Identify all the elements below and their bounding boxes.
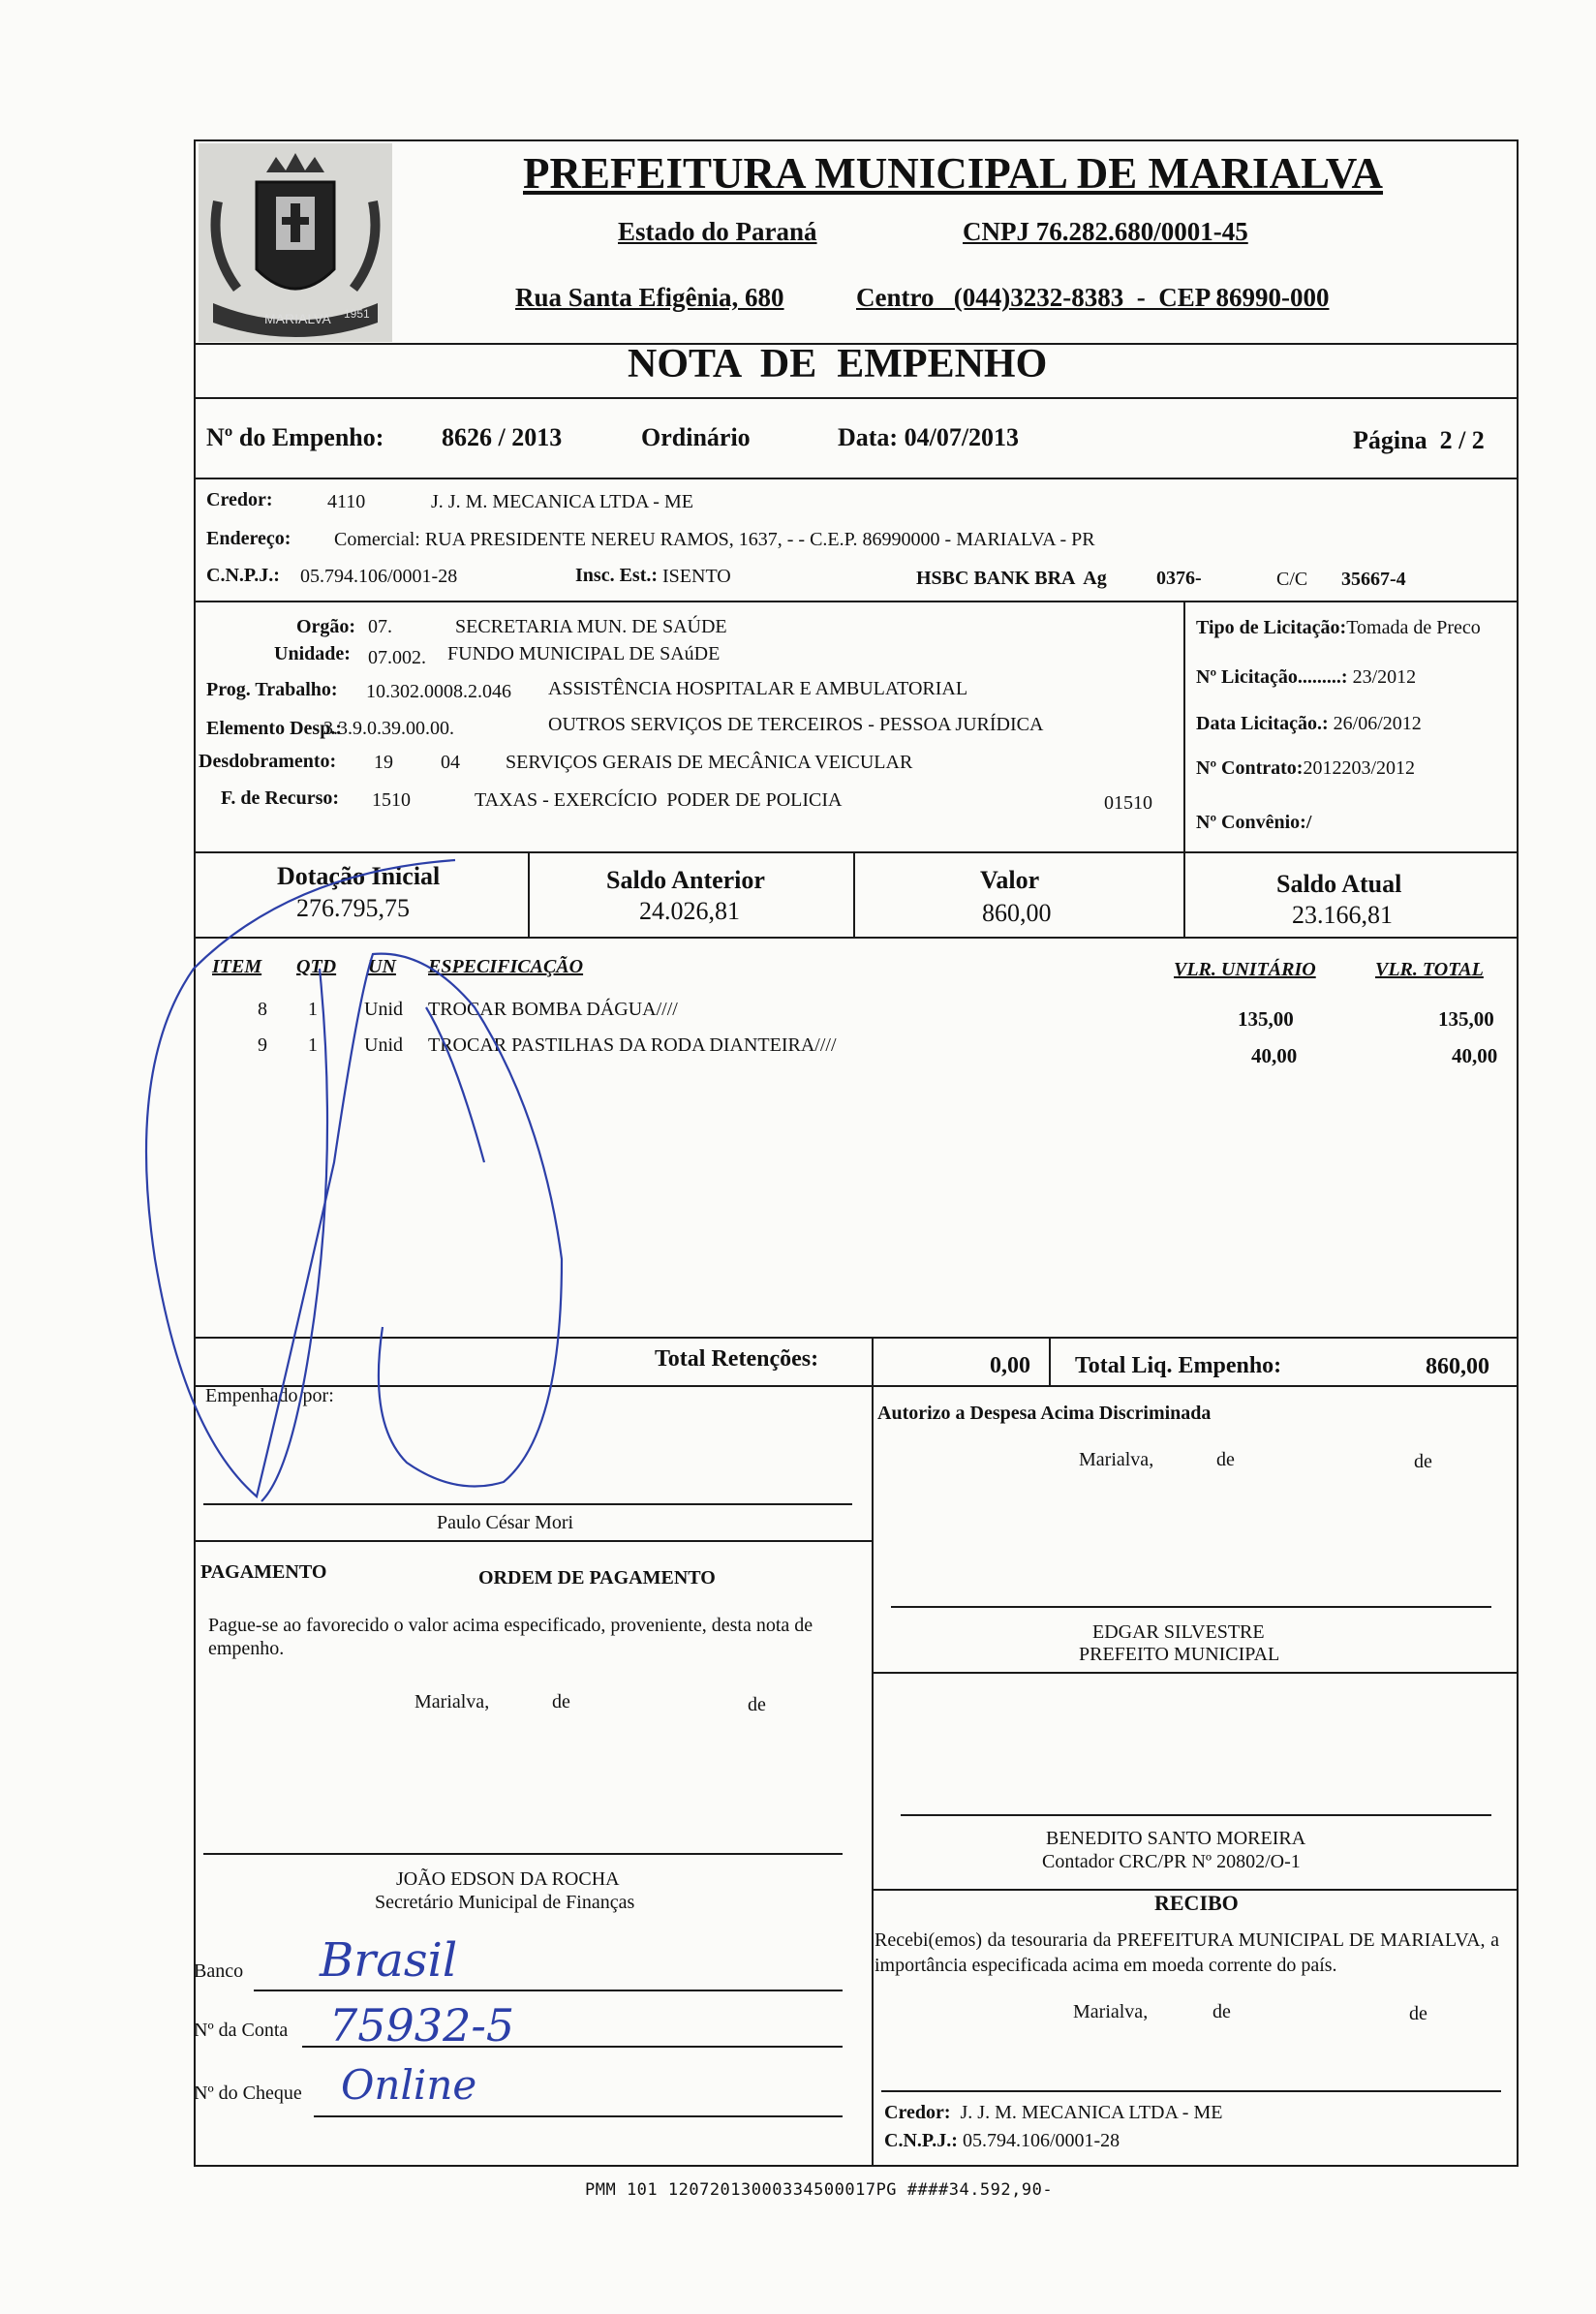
contrato-label: Nº Contrato: bbox=[1196, 757, 1304, 779]
table-row-1-un: Unid bbox=[364, 999, 403, 1020]
contador-role: Contador CRC/PR Nº 20802/O-1 bbox=[1042, 1851, 1301, 1872]
saldo-anterior-label: Saldo Anterior bbox=[606, 866, 765, 894]
table-row-2-item: 9 bbox=[258, 1034, 267, 1056]
cnpj-label: C.N.P.J.: bbox=[206, 565, 280, 586]
col-qtd: QTD bbox=[296, 956, 337, 977]
table-row-2-un: Unid bbox=[364, 1034, 403, 1056]
elem-code: 3.3.9.0.39.00.00. bbox=[323, 718, 454, 739]
conta-label: Nº da Conta bbox=[194, 2020, 289, 2041]
orgao-code: 07. bbox=[368, 616, 392, 637]
table-row-2-desc: TROCAR PASTILHAS DA RODA DIANTEIRA//// bbox=[428, 1034, 837, 1056]
empenho-number: 8626 / 2013 bbox=[442, 423, 563, 451]
saldo-atual-value: 23.166,81 bbox=[1292, 901, 1393, 929]
secretario-name: JOÃO EDSON DA ROCHA bbox=[396, 1868, 620, 1890]
table-row-1-unit: 135,00 bbox=[1238, 1007, 1294, 1031]
autorizo-city: Marialva, bbox=[1079, 1449, 1154, 1470]
credor-insc: ISENTO bbox=[662, 566, 731, 587]
header-street: Rua Santa Efigênia, 680 bbox=[515, 283, 784, 312]
recibo-de-1: de bbox=[1212, 2001, 1231, 2022]
crest-year: 1951 bbox=[344, 307, 370, 321]
tipo-licitacao-value: Tomada de Preco bbox=[1346, 617, 1481, 638]
prefeito-role: PREFEITO MUNICIPAL bbox=[1079, 1644, 1280, 1665]
autorizo-de-2: de bbox=[1414, 1451, 1432, 1472]
table-row-1-item: 8 bbox=[258, 999, 267, 1020]
table-row-1-desc: TROCAR BOMBA DÁGUA//// bbox=[428, 999, 678, 1020]
ordem-pagamento-label: ORDEM DE PAGAMENTO bbox=[478, 1567, 716, 1589]
conta-value: 75932-5 bbox=[329, 1999, 515, 2052]
saldo-atual-label: Saldo Atual bbox=[1276, 870, 1402, 898]
credor-address: Comercial: RUA PRESIDENTE NEREU RAMOS, 1637, - - C.E.P. 86990000 - MARIALVA - PR bbox=[334, 529, 1095, 550]
header-state: Estado do Paraná bbox=[618, 217, 817, 246]
rec-name: TAXAS - EXERCÍCIO PODER DE POLICIA bbox=[475, 789, 843, 811]
empenhado-label: Empenhado por: bbox=[205, 1385, 334, 1406]
col-un: UN bbox=[368, 956, 396, 977]
table-row-2-unit: 40,00 bbox=[1251, 1044, 1298, 1067]
empenhado-name: Paulo César Mori bbox=[437, 1512, 574, 1533]
recibo-de-2: de bbox=[1409, 2003, 1427, 2024]
empenho-label: Nº do Empenho: bbox=[206, 423, 384, 451]
contrato-value: 2012203/2012 bbox=[1303, 757, 1416, 779]
cc-label: C/C bbox=[1276, 569, 1308, 590]
pagamento-de-1: de bbox=[552, 1691, 570, 1712]
rec-label: F. de Recurso: bbox=[221, 787, 340, 809]
contador-name: BENEDITO SANTO MOREIRA bbox=[1046, 1828, 1306, 1849]
insc-label: Insc. Est.: bbox=[575, 565, 659, 586]
prog-name: ASSISTÊNCIA HOSPITALAR E AMBULATORIAL bbox=[548, 678, 968, 699]
col-item: ITEM bbox=[212, 956, 262, 977]
recibo-text: Recebi(emos) da tesouraria da PREFEITURA MUNICIPAL DE MARIALVA, a importância especificada acima em moeda corrente do país. bbox=[875, 1929, 1499, 1976]
data-licitacao-value: 26/06/2012 bbox=[1333, 713, 1422, 734]
elem-label: Elemento Desp.: bbox=[206, 718, 342, 739]
prefeito-name: EDGAR SILVESTRE bbox=[1092, 1621, 1265, 1643]
recibo-title: RECIBO bbox=[1154, 1891, 1239, 1915]
data-licitacao-label: Data Licitação.: bbox=[1196, 713, 1329, 734]
desd-name: SERVIÇOS GERAIS DE MECÂNICA VEICULAR bbox=[506, 752, 913, 773]
recibo-cnpj-label: C.N.P.J.: bbox=[884, 2130, 958, 2151]
valor-label: Valor bbox=[980, 866, 1040, 894]
valor-value: 860,00 bbox=[982, 899, 1052, 927]
header-address: Centro (044)3232-8383 - CEP 86990-000 bbox=[856, 283, 1330, 312]
retencoes-value: 0,00 bbox=[990, 1353, 1030, 1378]
table-row-1-qtd: 1 bbox=[308, 999, 318, 1020]
document-title: NOTA DE EMPENHO bbox=[628, 342, 1048, 386]
header-cnpj: CNPJ 76.282.680/0001-45 bbox=[963, 217, 1248, 246]
secretario-role: Secretário Municipal de Finanças bbox=[375, 1892, 635, 1913]
num-licitacao-label: Nº Licitação.........: bbox=[1196, 666, 1348, 688]
address-label: Endereço: bbox=[206, 528, 292, 549]
saldo-anterior-value: 24.026,81 bbox=[639, 897, 740, 925]
table-row-1-total: 135,00 bbox=[1438, 1007, 1494, 1031]
credor-cnpj: 05.794.106/0001-28 bbox=[300, 566, 458, 587]
dotacao-label: Dotação Inicial bbox=[277, 862, 441, 890]
banco-label: Banco bbox=[194, 1960, 244, 1982]
credor-code: 4110 bbox=[327, 491, 366, 512]
prog-label: Prog. Trabalho: bbox=[206, 679, 338, 700]
recibo-credor-value: J. J. M. MECANICA LTDA - ME bbox=[960, 2102, 1223, 2123]
credor-label: Credor: bbox=[206, 489, 273, 510]
unidade-code: 07.002. bbox=[368, 647, 426, 668]
dotacao-value: 276.795,75 bbox=[296, 894, 410, 922]
bank-cc: 35667-4 bbox=[1341, 569, 1406, 590]
autorizo-de-1: de bbox=[1216, 1449, 1235, 1470]
liq-label: Total Liq. Empenho: bbox=[1075, 1353, 1282, 1378]
col-vlr-unitario: VLR. UNITÁRIO bbox=[1174, 959, 1316, 980]
convenio-label: Nº Convênio:/ bbox=[1196, 812, 1312, 833]
table-row-2-qtd: 1 bbox=[308, 1034, 318, 1056]
recibo-city: Marialva, bbox=[1073, 2001, 1149, 2022]
pagamento-text: Pague-se ao favorecido o valor acima especificado, proveniente, desta nota de empenho. bbox=[208, 1615, 813, 1659]
liq-value: 860,00 bbox=[1426, 1354, 1489, 1379]
pagamento-de-2: de bbox=[748, 1694, 766, 1715]
bank-agency: 0376- bbox=[1156, 568, 1202, 589]
orgao-label: Orgão: bbox=[296, 616, 356, 637]
retencoes-label: Total Retenções: bbox=[655, 1346, 819, 1372]
prog-code: 10.302.0008.2.046 bbox=[366, 681, 511, 702]
col-vlr-total: VLR. TOTAL bbox=[1375, 959, 1484, 980]
bank-name: HSBC BANK BRA Ag bbox=[916, 568, 1107, 589]
empenho-page: Página 2 / 2 bbox=[1353, 426, 1485, 454]
num-licitacao-value: 23/2012 bbox=[1352, 666, 1417, 688]
cheque-value: Online bbox=[341, 2061, 477, 2109]
unidade-label: Unidade: bbox=[274, 643, 351, 664]
elem-name: OUTROS SERVIÇOS DE TERCEIROS - PESSOA JURÍDICA bbox=[548, 714, 1044, 735]
desd-code: 19 bbox=[374, 752, 393, 773]
rec-code: 1510 bbox=[372, 789, 411, 811]
header-title: PREFEITURA MUNICIPAL DE MARIALVA bbox=[523, 149, 1384, 198]
tipo-licitacao-label: Tipo de Licitação: bbox=[1196, 617, 1347, 638]
recibo-credor-label: Credor: bbox=[884, 2102, 951, 2123]
recibo-cnpj-value: 05.794.106/0001-28 bbox=[962, 2130, 1120, 2151]
empenho-date: Data: 04/07/2013 bbox=[838, 423, 1020, 451]
unidade-name: FUNDO MUNICIPAL DE SAúDE bbox=[447, 643, 721, 664]
table-row-2-total: 40,00 bbox=[1452, 1044, 1498, 1067]
desd-sub: 04 bbox=[441, 752, 460, 773]
banco-value: Brasil bbox=[320, 1933, 458, 1988]
col-especificacao: ESPECIFICAÇÃO bbox=[428, 956, 584, 977]
rec-code-2: 01510 bbox=[1104, 792, 1152, 814]
autorizo-label: Autorizo a Despesa Acima Discriminada bbox=[877, 1403, 1212, 1424]
footer-code: PMM 101 12072013000334500017PG ####34.592,90- bbox=[585, 2180, 1054, 2200]
pagamento-city: Marialva, bbox=[414, 1691, 490, 1712]
empenho-type: Ordinário bbox=[641, 423, 751, 451]
credor-name: J. J. M. MECANICA LTDA - ME bbox=[431, 491, 693, 512]
cheque-label: Nº do Cheque bbox=[194, 2083, 302, 2104]
orgao-name: SECRETARIA MUN. DE SAÚDE bbox=[455, 616, 727, 637]
desd-label: Desdobramento: bbox=[199, 751, 337, 772]
pagamento-label: PAGAMENTO bbox=[200, 1561, 327, 1583]
crest-text: MARIALVA bbox=[264, 311, 331, 326]
